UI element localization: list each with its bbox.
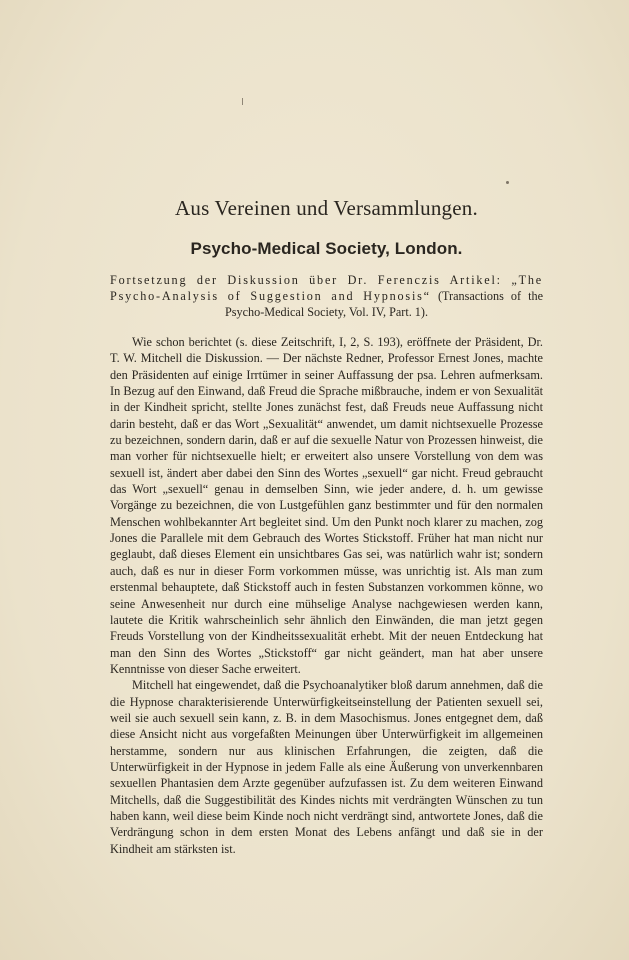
paragraph-1: Wie schon berichtet (s. diese Zeitschrift, I, 2, S. 193), eröffnete der Präsident, Dr. T. W. Mitchell die Diskussion. — Der nächste Redner, Professor Ernest Jones, machte den Präsidenten auf einige Irrtümer in seiner Auffassung der psa. Lehren aufmerksam. In Bezug auf den Einwand, daß Freud die Sprache mißbrauche, indem er von Sexualität in der Kindheit spricht, stellte Jones zunächst fest, daß Freuds neue Auffassung nicht darin besteht, daß er das Wort „Sexualität“ anwendet, um damit nichtsexuelle Prozesse zu bezeichnen, sondern darin, daß er auf die sexuelle Natur von Prozessen hinweist, die man vorher für nichtsexuelle hielt; er erweitert also unsere Vorstellung von dem was sexuell ist, ändert aber dabei den Sinn des Wortes „sexuell“ gar nicht. Freud gebraucht das Wort „sexuell“ genau in demselben Sinn, wie jeder andere, d. h. um gewisse Vorgänge zu bezeichnen, die von Lustgefühlen ganz bestimmter und für den normalen Menschen wohlbekannter Art begleitet sind. Um den Punkt noch klarer zu machen, zog Jones die Parallele mit dem Gebrauch des Wortes Stickstoff. Früher hat man nicht nur geglaubt, daß dieses Element ein unsichtbares Gas sei, was natürlich wahr ist; sondern auch, daß es nur in dieser Form vorkommen müsse, was unrichtig ist. Als man zum erstenmal behauptete, daß Stickstoff auch in festen Substanzen vorkommen könne, wo seine Anwesenheit nur durch eine mühselige Analyse nachgewiesen werden kann, lautete die Kritik wahrscheinlich sehr ähnlich den Einwänden, die man jetzt gegen Freuds Vorstellung von der Kindheitssexualität erhebt. Mit der neuen Entdeckung hat man den Sinn des Wortes „Stickstoff“ gar nicht geändert, man hat aber unsere Kenntnisse von dieser Sache erweitert. <box>110 335 543 676</box>
article-body <box>110 196 543 857</box>
subtitle-spaced-text: Fortsetzung der Diskussion über Dr. Ferenczis Artikel: „The Psycho-Analysis of Suggestion and Hypnosis“ <box>110 273 543 303</box>
section-title: Aus Vereinen und Versammlungen. <box>175 196 478 220</box>
printing-dot <box>506 181 509 184</box>
printing-mark <box>242 98 243 105</box>
paragraph-2: Mitchell hat eingewendet, daß die Psychoanalytiker bloß darum annehmen, daß die die Hypnose charakterisierende Unterwürfigkeitseinstellung der Patienten sexuell sei, weil sie auch sexuell sein kann, z. B. in dem Masochismus. Jones entgegnet dem, daß diese Ansicht nicht aus vorgefaßten Meinungen über Unterwürfigkeit im allgemeinen herstamme, sondern nur aus klinischen Erfahrungen, die zeigten, daß die Unterwürfigkeit in der Hypnose in jedem Falle als eine Äußerung von unverkennbaren sexuellen Phantasien dem Arzte gegenüber aufzufassen ist. Zu dem weiteren Einwand Mitchells, daß die Suggestibilität des Kindes nichts mit verdrängten Wünschen zu tun haben kann, weil diese beim Kinde noch nicht verdrängt sind, antwortete Jones, daß die Verdrängung schon in dem ersten Monat des Lebens anfängt und daß sie in der Kindheit am stärksten ist. <box>110 678 543 856</box>
discussion-subtitle <box>110 272 543 320</box>
subtitle-transactions-text: (Transactions of the Psycho-Medical Society, Vol. IV, Part. 1). <box>225 289 543 319</box>
society-title: Psycho-Medical Society, London. <box>190 239 463 258</box>
